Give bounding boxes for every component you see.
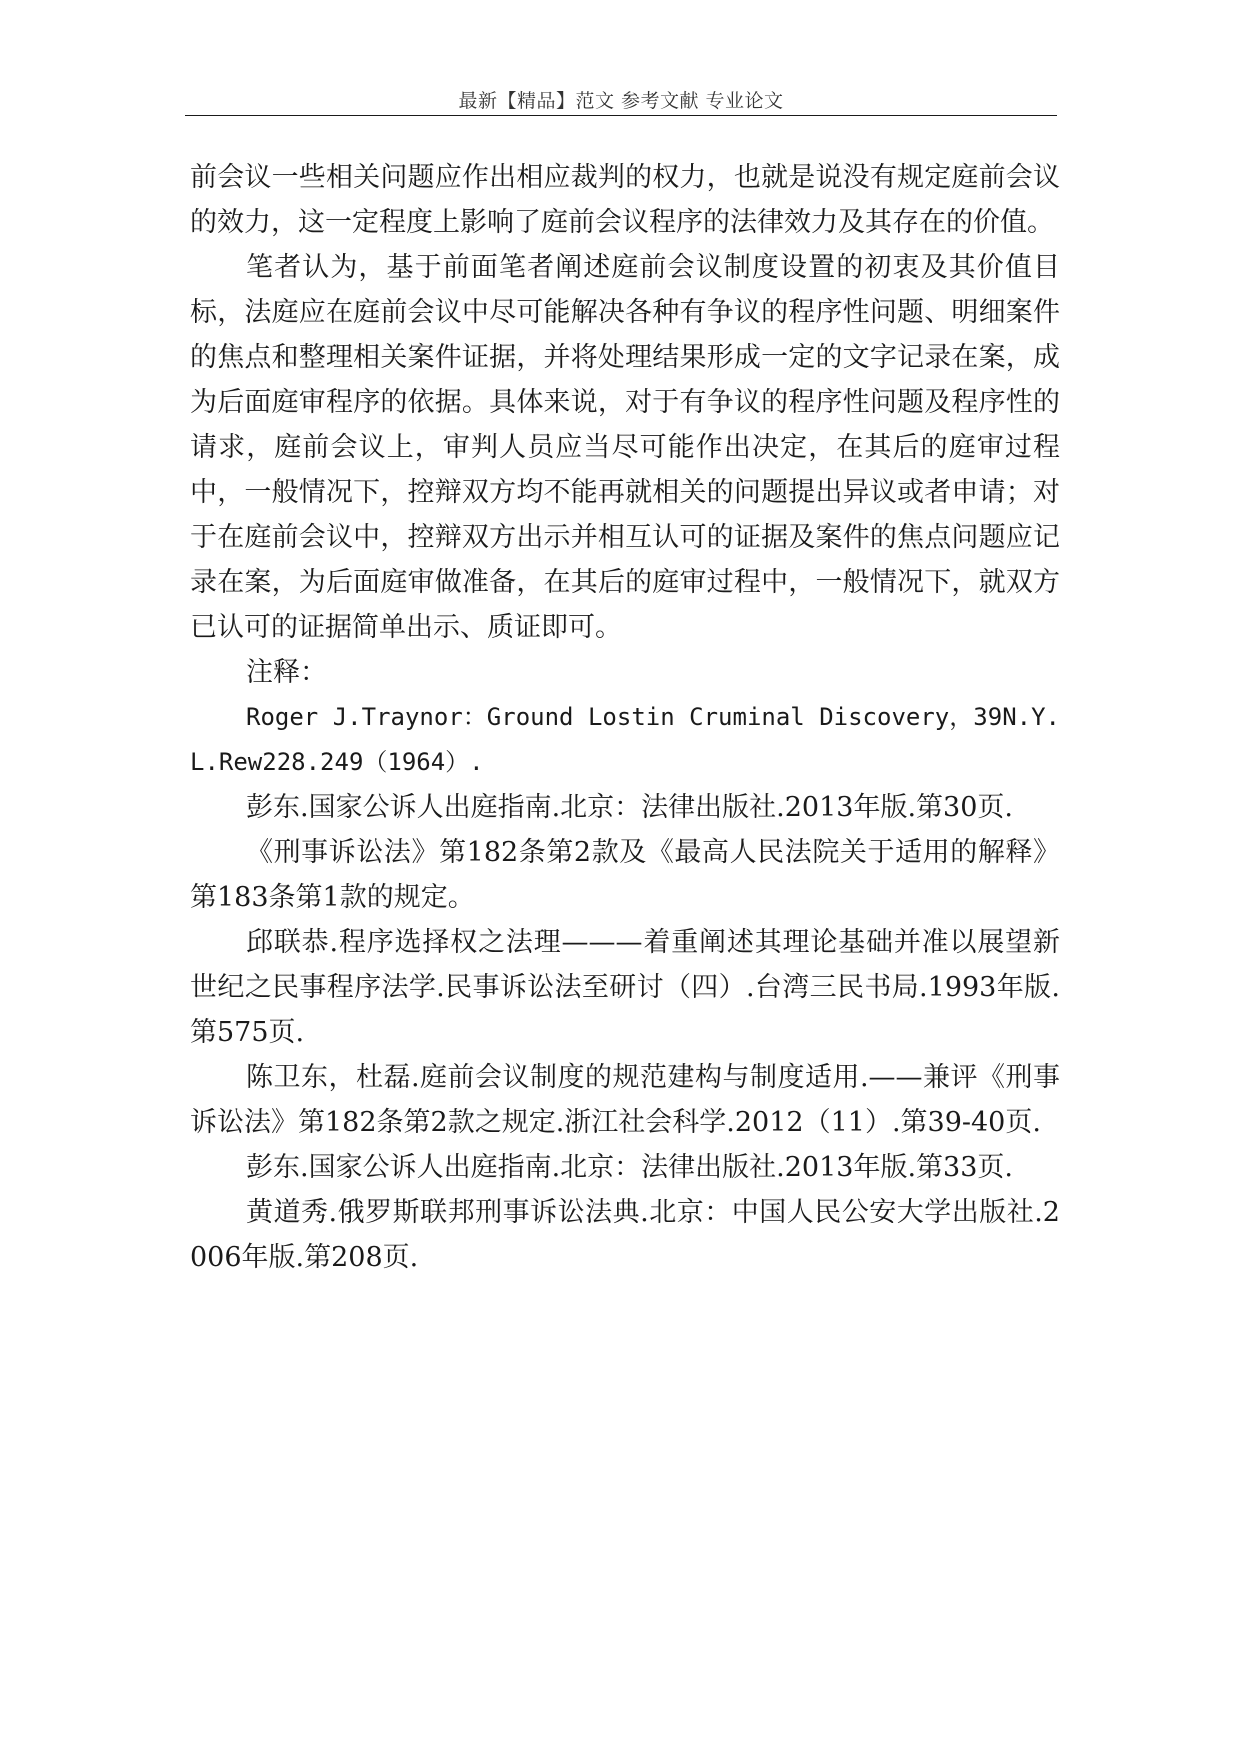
note-item-6: 彭东.国家公诉人出庭指南.北京：法律出版社.2013年版.第33页. <box>246 1152 1013 1183</box>
note-item-1: Roger J.Traynor：Ground Lostin Cruminal Discovery，39N.Y.L.Rew228.249（1964）. <box>190 703 1060 776</box>
note-item-7: 黄道秀.俄罗斯联邦刑事诉讼法典.北京：中国人民公安大学出版社.2006年版.第208页. <box>190 1197 1060 1273</box>
notes-heading: 注释： <box>246 657 327 688</box>
note-item-5: 陈卫东，杜磊.庭前会议制度的规范建构与制度适用.——兼评《刑事诉讼法》第182条第2款之规定.浙江社会科学.2012（11）.第39-40页. <box>190 1062 1060 1138</box>
page-header: 最新【精品】范文 参考文献 专业论文 <box>458 90 784 112</box>
note-item-2: 彭东.国家公诉人出庭指南.北京：法律出版社.2013年版.第30页. <box>246 792 1013 823</box>
note-item-3: 《刑事诉讼法》第182条第2款及《最高人民法院关于适用的解释》第183条第1款的规定。 <box>190 837 1060 913</box>
body-paragraph: 笔者认为，基于前面笔者阐述庭前会议制度设置的初衷及其价值目标，法庭应在庭前会议中尽可能解决各种有争议的程序性问题、明细案件的焦点和整理相关案件证据，并将处理结果形成一定的文字记录在案，成为后面庭审程序的依据。具体来说，对于有争议的程序性问题及程序性的请求，庭前会议上，审判人员应当尽可能作出决定，在其后的庭审过程中，一般情况下，控辩双方均不能再就相关的问题提出异议或者申请；对于在庭前会议中，控辩双方出示并相互认可的证据及案件的焦点问题应记录在案，为后面庭审做准备，在其后的庭审过程中，一般情况下，就双方已认可的证据简单出示、质证即可。 <box>190 252 1060 643</box>
header-divider <box>185 115 1057 116</box>
note-item-4: 邱联恭.程序选择权之法理———着重阐述其理论基础并准以展望新世纪之民事程序法学.民事诉讼法至研讨（四）.台湾三民书局.1993年版.第575页. <box>190 927 1060 1048</box>
document-body <box>190 155 1060 1280</box>
body-paragraph-continued: 前会议一些相关问题应作出相应裁判的权力，也就是说没有规定庭前会议的效力，这一定程度上影响了庭前会议程序的法律效力及其存在的价值。 <box>190 162 1060 238</box>
